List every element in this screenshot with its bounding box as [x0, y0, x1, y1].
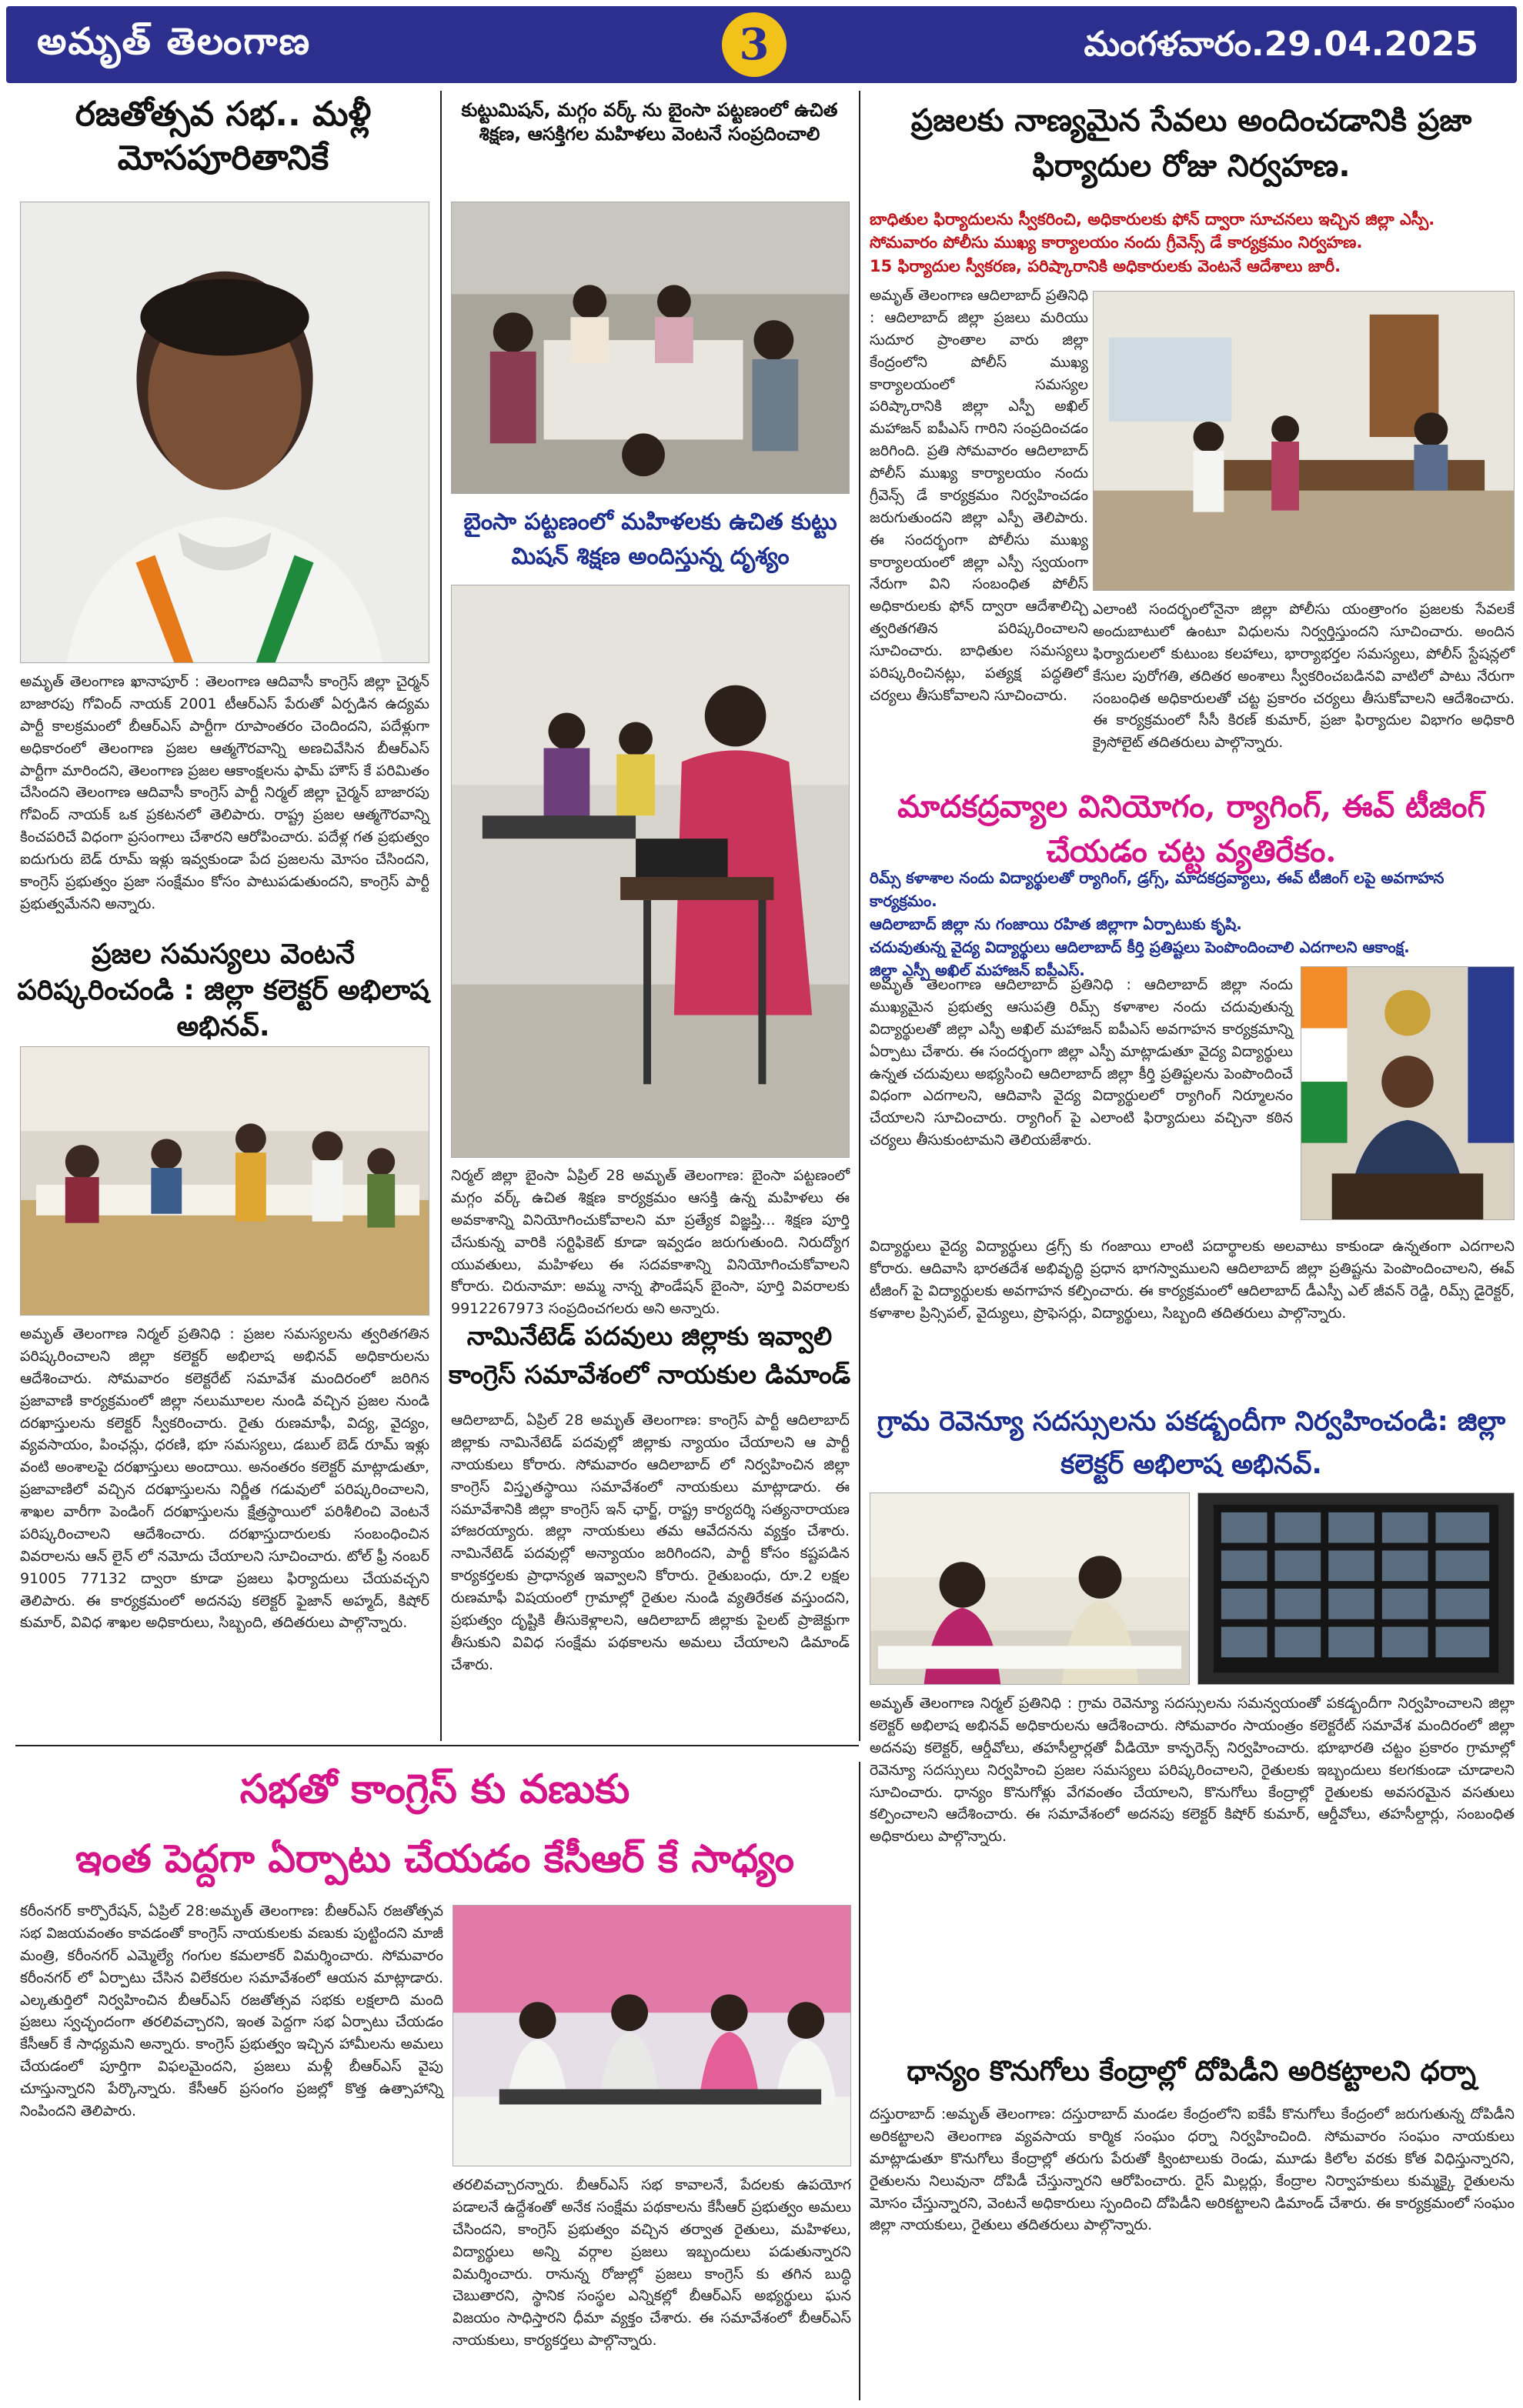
subhead: బాధితుల ఫిర్యాదులను స్వీకరించి, అధికారులకు ఫోన్ ద్వారా సూచనలు ఇచ్చిన జిల్లా ఎస్పీ.	[870, 210, 1435, 228]
section-rule	[15, 1745, 859, 1746]
article-body: నిర్మల్ జిల్లా బైంసా ఏప్రిల్ 28 అమృత్ తెలంగాణ: బైంసా పట్టణంలో మగ్గం వర్క్ ఉచిత శిక్షణ కార్యక్రమం ఆసక్తి ఉన్న మహిళలు ఈ అవకాశాన్ని వినియోగించుకోవాలని మా ప్రత్యేక విజ్ఞప్తి... శిక్షణ పూర్తి చేసుకున్న వారికి సర్టిఫికెట్ కూడా ఇవ్వడం జరుగుతుంది. నిరుద్యోగ యువతులు, మహిళలు ఈ సదవకాశాన్ని వినియోగించుకోవాలని కోరారు. చిరునామా: అమ్మ నాన్న ఫౌండేషన్ బైంసా, పూర్తి వివరాలకు 9912267973 సంప్రదించగలరు అని అన్నారు.	[451, 1167, 850, 1318]
article-body: విద్యార్థులు వైద్య విద్యార్థులు డ్రగ్స్ కు గంజాయి లాంటి పదార్థాలకు అలవాటు కాకుండా ఉన్నతంగా ఎదగాలని కోరారు. ఆదివాసి భారతదేశ అభివృద్ధి ప్రధాన భాగస్వాములని ఆదిలాబాద్ జిల్లా ప్రతిష్టను పెంపొందించాలని, ఈవ్ టీజింగ్ పై విద్యార్థులకు అవగాహన కల్పించారు. ఈ కార్యక్రమంలో ఆదిలాబాద్ డీఎస్పీ ఎల్ జీవన్ రెడ్డి, రిమ్స్ డైరెక్టర్, కళాశాల ప్రిన్సిపల్, వైద్యులు, ప్రొఫెసర్లు, విద్యార్థులు, సిబ్బంది తదితరులు పాల్గొన్నారు.	[870, 1238, 1515, 1322]
headline-rajatotsava: రజతోత్సవ సభ.. మళ్లీ మోసపూరితానికే	[75, 95, 372, 178]
column-rule	[859, 1762, 860, 2400]
subhead: రిమ్స్ కళాశాల నందు విద్యార్థులతో ర్యాగింగ్, డ్రగ్స్, మాదకద్రవ్యాలు, ఈవ్ టీజింగ్ లపై అవగాహన కార్యక్రమం.	[870, 869, 1445, 910]
paper-name: అమృత్ తెలంగాణ	[37, 20, 312, 63]
sp-portrait-photo	[1301, 966, 1515, 1220]
headline-praja-samasyalu: ప్రజల సమస్యలు వెంటనే పరిష్కరించండి : జిల్లా కలెక్టర్ అభిలాష అభినవ్.	[17, 939, 429, 1042]
subhead: సోమవారం పోలీసు ముఖ్య కార్యాలయం నందు గ్రీవెన్స్ డే కార్యక్రమం నిర్వహణ.	[870, 233, 1363, 252]
column-rule	[440, 91, 442, 1741]
headline-grievance-day: ప్రజలకు నాణ్యమైన సేవలు అందించడానికి ప్రజా ఫిర్యాదుల రోజు నిర్వహణ.	[910, 103, 1472, 185]
article-body: దస్తురాబాద్ :అమృత్ తెలంగాణ: దస్తురాబాద్ మండల కేంద్రంలోని ఐకేపీ కొనుగోలు కేంద్రంలో జరుగుతున్న దోపిడీని అరికట్టాలని తెలంగాణ వ్యవసాయ కార్మిక సంఘం ధర్నా నిర్వహించింది. సోమవారం సంఘం నాయకులు మాట్లాడుతూ కొనుగోలు కేంద్రాల్లో తరుగు పేరుతో క్వింటాలుకు రెండు, మూడు కిలోల వరకు కోత విధిస్తున్నారని, రైతులను నిలువునా దోపిడీ చేస్తున్నారని ఆరోపించారు. రైస్ మిల్లర్లు, కేంద్రాల నిర్వాహకులు కుమ్మక్కై రైతులను మోసం చేస్తున్నారని, వెంటనే అధికారులు స్పందించి దోపిడీని అరికట్టాలని డిమాండ్ చేశారు. ఈ కార్యక్రమంలో సంఘం జిల్లా నాయకులు, రైతులు తదితరులు పాల్గొన్నారు.	[870, 2106, 1515, 2234]
article-body: అమృత్ తెలంగాణ ఆదిలాబాద్ ప్రతినిధి : ఆదిలాబాద్ జిల్లా ప్రజలు మరియు సుదూర ప్రాంతాల వారు జిల్లా కేంద్రంలోని పోలీస్ ముఖ్య కార్యాలయంలో సమస్యల పరిష్కారానికి జిల్లా ఎస్పీ అఖిల్ మహాజన్ ఐపీఎస్ గారిని సంప్రదించడం జరిగింది. ప్రతి సోమవారం ఆదిలాబాద్ పోలీస్ ముఖ్య కార్యాలయం నందు గ్రీవెన్స్ డే కార్యక్రమం నిర్వహించడం జరుగుతుందని జిల్లా ఎస్పీ తెలిపారు. ఈ సందర్భంగా పోలీసు ముఖ్య కార్యాలయంలో జిల్లా ఎస్పీ స్వయంగా నేరుగా విని సంబంధిత పోలీస్ అధికారులకు ఫోన్ ద్వారా ఆదేశాలిచ్చి త్వరితగతిన పరిష్కరించాలని సూచించారు. బాధితుల సమస్యలు పరిష్కరించినట్లు, పత్యక్ష పద్ధతిలో చర్యలు తీసుకోవాలని సూచించారు.	[870, 287, 1088, 704]
article-body: ఎలాంటి సందర్భంలోనైనా జిల్లా పోలీసు యంత్రాంగం ప్రజలకు సేవలకే అందుబాటులో ఉంటూ విధులను నిర్వర్తిస్తుందని సూచించారు. అందిన ఫిర్యాదులలో కుటుంబ కలహాలు, భార్యాభర్తల సమస్యలు, పోలీస్ స్టేషన్లలో కేసుల పురోగతి, తదితర అంశాలు స్వీకరించబడినవి వాటిలో పాటు నేరుగా సంబంధిత అధికారులతో చట్ట ప్రకారం చర్యలు తీసుకోవాలని ఆదేశించారు. ఈ కార్యక్రమంలో సీసీ కిరణ్ కుమార్, ప్రజా ఫిర్యాదుల విభాగం అధికారి క్రైసోలైట్ తదితరులు పాల్గొన్నారు.	[1093, 601, 1515, 752]
sp-office-photo	[1093, 291, 1515, 591]
subhead: 15 ఫిర్యాదుల స్వీకరణ, పరిష్కారానికి అధికారులకు వెంటనే ఆదేశాలు జారీ.	[870, 256, 1341, 275]
article-body: అమృత్ తెలంగాణ ఖానాపూర్ : తెలంగాణ ఆదివాసీ కాంగ్రెస్ జిల్లా చైర్మన్ బాజారపు గోవింద్ నాయక్ 2001 టీఆర్ఎస్ పేరుతో ఏర్పడిన ఉద్యమ పార్టీ కాలక్రమంలో బీఆర్ఎస్ పార్టీగా రూపాంతరం చెందిందని, పదేళ్లుగా అధికారంలో తెలంగాణ ప్రజల ఆత్మగౌరవాన్ని అణచివేసిన బీఆర్ఎస్ పార్టీగా మారిందని, తెలంగాణ ప్రజల ఆకాంక్షలను ఫామ్ హౌస్ కే పరిమితం చేసిందని తెలంగాణ ఆదివాసీ కాంగ్రెస్ పార్టీ నిర్మల్ జిల్లా చైర్మన్ బాజారపు గోవింద్ నాయక్ ఒక ప్రకటనలో తెలిపారు. రాష్ట్ర ప్రజల ఆత్మగౌరవాన్ని కించపరిచే విధంగా ప్రసంగాలు చేశారని ఆరోపించారు. పదేళ్ల గత ప్రభుత్వం ఐదుగురు బెడ్ రూమ్ ఇళ్లు ఇవ్వకుండా పేద ప్రజలను మోసం చేసిందని, కాంగ్రెస్ ప్రభుత్వం ప్రజా సంక్షేమం కోసం పాటుపడుతుందని, కాంగ్రెస్ పార్టీ ప్రభుత్వమేనని అన్నారు.	[20, 673, 429, 912]
subhead: ఆదిలాబాద్ జిల్లా ను గంజాయి రహిత జిల్లాగా ఏర్పాటుకు కృషి.	[870, 915, 1242, 933]
headline-drugs-ragging: మాదకద్రవ్యాల వినియోగం, ర్యాగింగ్, ఈవ్ టీజింగ్ చేయడం చట్ట వ్యతిరేకం.	[897, 789, 1485, 869]
headline-sabha-line2: ఇంత పెద్దగా ఏర్పాటు చేయడం కేసీఆర్ కే సాధ్యం	[75, 1836, 795, 1881]
column-rule	[859, 91, 860, 1741]
press-meet-photo	[453, 1905, 851, 2166]
article-body: అమృత్ తెలంగాణ ఆదిలాబాద్ ప్రతినిధి : ఆదిలాబాద్ జిల్లా నందు ముఖ్యమైన ప్రభుత్వ ఆసుపత్రి రిమ్స్ కళాశాల నందు చదువుతున్న విద్యార్థులతో జిల్లా ఎస్పీ అఖిల్ మహాజన్ ఐపీఎస్ అవగాహన కార్యక్రమాన్ని ఏర్పాటు చేశారు. ఈ సందర్భంగా జిల్లా ఎస్పీ మాట్లాడుతూ వైద్య విద్యార్థులు ఉన్నత చదువులు అభ్యసించి ఆదిలాబాద్ జిల్లా కీర్తి ప్రతిష్టలను పెంపొందించే విధంగా ఎదగాలని, ఆదివాసి వైద్య విద్యార్థులలో ర్యాగింగ్ నిర్మూలనం చేయాలని సూచించారు. ర్యాగింగ్ పై ఎలాంటి ఫిర్యాదులు వచ్చినా కఠిన చర్యలు తీసుకుంటామని తెలియజేశారు.	[870, 976, 1293, 1149]
headline-revenue-sadassulu: గ్రామ రెవెన్యూ సదస్సులను పకడ్బందీగా నిర్వహించండి: జిల్లా కలెక్టర్ అభిలాష అభినవ్.	[877, 1406, 1506, 1480]
article-body: తరలివచ్చారన్నారు. బీఆర్ఎస్ సభ కావాలనే, పేదలకు ఉపయోగ పడాలనే ఉద్దేశంతో అనేక సంక్షేమ పథకాలను కేసీఆర్ ప్రభుత్వం అమలు చేసిందని, కాంగ్రెస్ ప్రభుత్వం వచ్చిన తర్వాత రైతులు, మహిళలు, విద్యార్థులు అన్ని వర్గాల ప్రజలు ఇబ్బందులు పడుతున్నారని విమర్శించారు. రానున్న రోజుల్లో ప్రజలు కాంగ్రెస్ కు తగిన బుద్ధి చెబుతారని, స్థానిక సంస్థల ఎన్నికల్లో బీఆర్ఎస్ అభ్యర్థులు ఘన విజయం సాధిస్తారని ధీమా వ్యక్తం చేశారు. ఈ సమావేశంలో బీఆర్ఎస్ నాయకులు, కార్యకర్తలు పాల్గొన్నారు.	[453, 2176, 851, 2350]
page-number: 3	[722, 12, 787, 77]
sewing-machine-photo	[451, 585, 850, 1158]
training-group-photo	[451, 202, 850, 494]
subhead: జిల్లా ఎస్పీ అఖిల్ మహాజన్ ఐపీఎస్.	[870, 961, 1085, 979]
article-body: అమృత్ తెలంగాణ నిర్మల్ ప్రతినిధి : గ్రామ రెవెన్యూ సదస్సులను సమన్వయంతో పకడ్బందీగా నిర్వహించాలని జిల్లా కలెక్టర్ అభిలాష అభినవ్ అధికారులను ఆదేశించారు. సోమవారం సాయంత్రం కలెక్టరేట్ సమావేశ మందిరంలో జిల్లా అదనపు కలెక్టర్, ఆర్డీవోలు, తహసీల్దార్లతో వీడియో కాన్ఫరెన్స్ నిర్వహించారు. భూభారతి చట్టం ప్రకారం గ్రామాల్లో రెవెన్యూ సదస్సులు నిర్వహించి ప్రజల సమస్యలు పరిష్కరించాలని, రైతులకు ఇబ్బందులు కలగకుండా చూడాలని సూచించారు. ధాన్యం కొనుగోళ్లు వేగవంతం చేయాలని, కొనుగోలు కేంద్రాల్లో రైతులకు అవసరమైన వసతులు కల్పించాలని ఆదేశించారు. ఈ సమావేశంలో అదనపు కలెక్టర్ కిషోర్ కుమార్, ఆర్డీవోలు, తహసీల్దార్లు, సంబంధిత అధికారులు పాల్గొన్నారు.	[870, 1695, 1515, 1846]
headline-nominated-posts: నామినేటెడ్ పదవులు జిల్లాకు ఇవ్వాలి కాంగ్రెస్ సమావేశంలో నాయకుల డిమాండ్	[448, 1321, 851, 1389]
prajavani-photo	[20, 1046, 429, 1316]
masthead	[6, 6, 1517, 83]
portrait-photo	[20, 202, 429, 663]
article-body: ఆదిలాబాద్, ఏప్రిల్ 28 అమృత్ తెలంగాణ: కాంగ్రెస్ పార్టీ ఆదిలాబాద్ జిల్లాకు నామినేటెడ్ పదవుల్లో జిల్లాకు న్యాయం చేయాలని ఆ పార్టీ నాయకులు కోరారు. సోమవారం ఆదిలాబాద్ లో నిర్వహించిన జిల్లా కాంగ్రెస్ విస్తృతస్థాయి సమావేశంలో నాయకులు మాట్లాడారు. ఈ సమావేశానికి జిల్లా కాంగ్రెస్ ఇన్ ఛార్జ్, రాష్ట్ర కార్యదర్శి సత్యనారాయణ హాజరయ్యారు. జిల్లా నాయకులు తమ ఆవేదనను వ్యక్తం చేశారు. నామినేటెడ్ పదవుల్లో అన్యాయం జరిగిందని, పార్టీ కోసం కష్టపడిన కార్యకర్తలకు ప్రాధాన్యత ఇవ్వాలని కోరారు. రైతుబంధు, రూ.2 లక్షల రుణమాఫీ విషయంలో గ్రామాల్లో రైతుల నుండి వ్యతిరేకత వస్తుందని, ప్రభుత్వం దృష్టికి తీసుకెళ్లాలని, ఆదిలాబాద్ జిల్లాకు పైలట్ ప్రాజెక్టుగా తీసుకుని వివిధ సంక్షేమ పథకాలను అమలు చేయాలని డిమాండ్ చేశారు.	[451, 1412, 850, 1673]
subhead: చదువుతున్న వైద్య విద్యార్థులు ఆదిలాబాద్ కీర్తి ప్రతిష్టలు పెంపొందించాలి ఎదగాలని ఆకాంక్ష.	[870, 938, 1410, 956]
headline-kuttu-mission: కుట్టుమిషన్, మగ్గం వర్క్ ను బైంసా పట్టణంలో ఉచిత శిక్షణ, ఆసక్తిగల మహిళలు వెంటనే సంప్రదించాలి	[461, 99, 838, 145]
headline-sabha-line1: సభతో కాంగ్రెస్ కు వణుకు	[239, 1766, 630, 1813]
article-body: కరీంనగర్ కార్పొరేషన్, ఏప్రిల్ 28:అమృత్ తెలంగాణ: బీఆర్ఎస్ రజతోత్సవ సభ విజయవంతం కావడంతో కాంగ్రెస్ నాయకులకు వణుకు పుట్టిందని మాజీ మంత్రి, కరీంనగర్ ఎమ్మెల్యే గంగుల కమలాకర్ విమర్శించారు. సోమవారం కరీంనగర్ లో ఏర్పాటు చేసిన విలేకరుల సమావేశంలో ఆయన మాట్లాడారు. ఎల్కతుర్తిలో నిర్వహించిన బీఆర్ఎస్ రజతోత్సవ సభకు లక్షలాది మంది ప్రజలు స్వచ్ఛందంగా తరలివచ్చారని, ఇంత పెద్దగా సభ ఏర్పాటు చేయడం కేసీఆర్ కే సాధ్యమని అన్నారు. కాంగ్రెస్ ప్రభుత్వం ఇచ్చిన హామీలను అమలు చేయడంలో పూర్తిగా విఫలమైందని, ప్రజలు మళ్లీ బీఆర్ఎస్ వైపు చూస్తున్నారని పేర్కొన్నారు. కేసీఆర్ ప్రసంగం ప్రజల్లో కొత్త ఉత్సాహాన్ని నింపిందని తెలిపారు.	[20, 1903, 443, 2120]
photo-caption: బైంసా పట్టణంలో మహిళలకు ఉచిత కుట్టు మిషన్ శిక్షణ అందిస్తున్న దృశ్యం	[463, 509, 837, 570]
issue-date: మంగళవారం.29.04.2025	[1084, 25, 1478, 64]
collector-meeting-photo	[870, 1492, 1190, 1685]
headline-dhanyam-dharna: ధాన్యం కొనుగోలు కేంద్రాల్లో దోపిడీని అరికట్టాలని ధర్నా	[907, 2056, 1476, 2087]
video-conference-photo	[1197, 1492, 1515, 1685]
article-body: అమృత్ తెలంగాణ నిర్మల్ ప్రతినిధి : ప్రజల సమస్యలను త్వరితగతిన పరిష్కరించాలని జిల్లా కలెక్టర్ అభిలాష అభినవ్ అధికారులను ఆదేశించారు. సోమవారం కలెక్టరేట్ సమావేశ మందిరంలో జరిగిన ప్రజావాణి కార్యక్రమంలో జిల్లా నలుమూలల నుండి వచ్చిన ప్రజల నుండి దరఖాస్తులను కలెక్టర్ స్వీకరించారు. రైతు రుణమాఫీ, విద్య, వైద్యం, వ్యవసాయం, పింఛన్లు, ధరణి, భూ సమస్యలు, డబుల్ బెడ్ రూమ్ ఇళ్లు వంటి అంశాలపై దరఖాస్తులు అందాయి. అనంతరం కలెక్టర్ మాట్లాడుతూ, ప్రజావాణిలో వచ్చిన దరఖాస్తులను నిర్ణీత గడువులో పరిష్కరించాలని, శాఖల వారీగా పెండింగ్ దరఖాస్తులను క్షేత్రస్థాయిలో పరిశీలించి వెంటనే పరిష్కరించాలని ఆదేశించారు. దరఖాస్తుదారులకు సంబంధించిన వివరాలను ఆన్ లైన్ లో నమోదు చేయాలని సూచించారు. టోల్ ఫ్రీ నంబర్ 91005 77132 ద్వారా కూడా ప్రజలు ఫిర్యాదులు చేయవచ్చని తెలిపారు. ఈ కార్యక్రమంలో అదనపు కలెక్టర్ ఫైజాన్ అహ్మద్, కిషోర్ కుమార్, వివిధ శాఖల అధికారులు, సిబ్బంది, తదితరులు పాల్గొన్నారు.	[20, 1326, 429, 1632]
